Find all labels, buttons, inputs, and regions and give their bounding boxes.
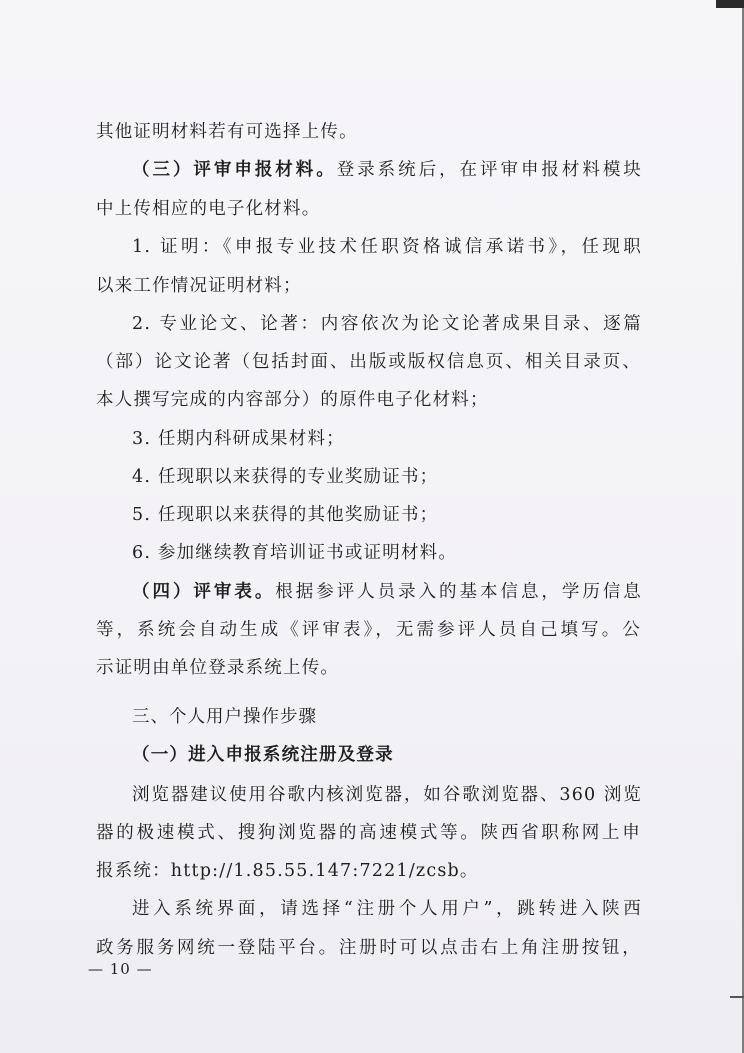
section-heading-user-steps [132, 705, 677, 729]
section-heading-label: （一）进入申报系统注册及登录 [132, 745, 394, 765]
scan-edge-mark [730, 996, 744, 998]
system-url: 报系统：http://1.85.55.147:7221/zcsb。 [96, 861, 479, 881]
scan-edge-top [716, 0, 744, 8]
text-run: 登录系统后，在评审申报材料模块 [336, 160, 643, 180]
section-heading-label: （三）评审申报材料。 [132, 160, 337, 180]
text-line [96, 936, 641, 960]
text-run: 4. 任现职以来获得的专业奖励证书； [132, 467, 439, 487]
text-run: （部）论文论著（包括封面、出版或版权信息页、相关目录页、 [96, 352, 641, 372]
text-run: 中上传相应的电子化材料。 [96, 199, 321, 219]
text-run: 政务服务网统一登陆平台。注册时可以点击右上角注册按钮， [96, 938, 641, 958]
text-line [132, 783, 642, 807]
section-heading-review-form [132, 580, 642, 604]
section-heading-review-materials [132, 158, 642, 182]
text-line [96, 821, 641, 845]
text-line [96, 388, 641, 412]
text-run: 3. 任期内科研成果材料； [132, 429, 345, 449]
text-run: 本人撰写完成的内容部分）的原件电子化材料； [96, 390, 489, 410]
text-line [132, 897, 642, 921]
text-line [96, 859, 641, 883]
text-run: 6. 参加继续教育培训证书或证明材料。 [132, 543, 458, 563]
list-item [132, 503, 642, 527]
section-heading-label: 三、个人用户操作步骤 [132, 707, 317, 727]
text-run: 其他证明材料若有可选择上传。 [96, 122, 358, 142]
section-heading-label: （四）评审表。 [132, 582, 276, 602]
subsection-heading-register-login [132, 743, 642, 767]
list-item [132, 427, 642, 451]
text-run: 进入系统界面，请选择“注册个人用户”，跳转进入陕西 [132, 899, 642, 919]
list-item [132, 312, 642, 336]
text-run: 根据参评人员录入的基本信息，学历信息 [275, 582, 642, 602]
text-run: 5. 任现职以来获得的其他奖励证书； [132, 505, 439, 525]
text-run: 1. 证明：《申报专业技术任职资格诚信承诺书》，任现职 [132, 237, 642, 257]
text-line [96, 120, 641, 144]
text-run: 2. 专业论文、论著：内容依次为论文论著成果目录、逐篇 [132, 314, 642, 334]
text-line [96, 618, 641, 642]
text-line [96, 197, 641, 221]
text-run: 浏览器建议使用谷歌内核浏览器，如谷歌浏览器、360 浏览 [132, 785, 642, 805]
text-line [96, 656, 641, 680]
text-line [96, 350, 641, 374]
text-run: 器的极速模式、搜狗浏览器的高速模式等。陕西省职称网上申 [96, 823, 641, 843]
list-item [132, 465, 642, 489]
text-run: 以来工作情况证明材料； [96, 276, 302, 296]
text-line [96, 274, 641, 298]
text-run: 示证明由单位登录系统上传。 [96, 658, 340, 678]
page-number: — 10 — [88, 960, 153, 978]
list-item [132, 235, 642, 259]
text-run: 等，系统会自动生成《评审表》，无需参评人员自己填写。公 [96, 620, 641, 640]
list-item [132, 541, 642, 565]
